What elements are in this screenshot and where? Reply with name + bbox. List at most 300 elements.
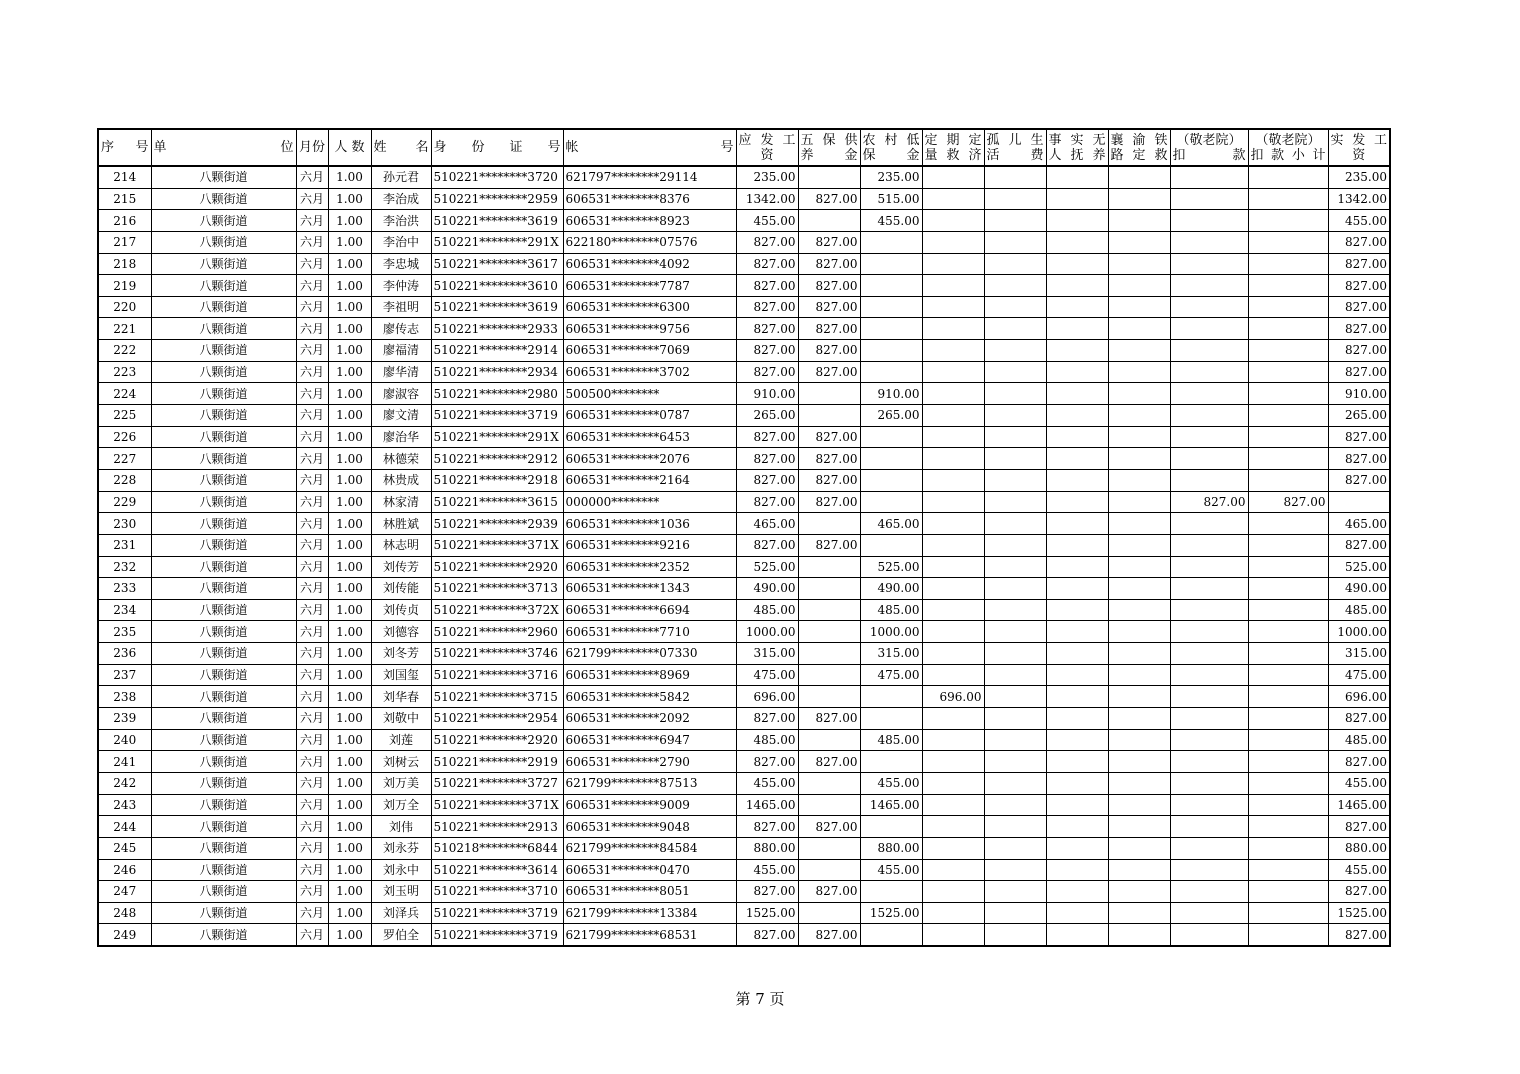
cell-actual: 827.00 — [1328, 340, 1390, 362]
cell-month: 六月 — [296, 188, 328, 210]
cell-jl2 — [1248, 210, 1328, 232]
cell-unit: 八颗街道 — [151, 361, 296, 383]
cell-name: 刘传芳 — [371, 556, 431, 578]
cell-seq: 222 — [98, 340, 151, 362]
cell-unit: 八颗街道 — [151, 210, 296, 232]
cell-actual: 525.00 — [1328, 556, 1390, 578]
cell-shishi — [1046, 751, 1108, 773]
cell-name: 罗伯全 — [371, 924, 431, 946]
cell-xy — [1108, 275, 1170, 297]
cell-actual: 827.00 — [1328, 361, 1390, 383]
cell-xy — [1108, 794, 1170, 816]
cell-count: 1.00 — [328, 924, 371, 946]
cell-month: 六月 — [296, 578, 328, 600]
cell-count: 1.00 — [328, 881, 371, 903]
cell-jl1 — [1170, 621, 1248, 643]
cell-jl2 — [1248, 772, 1328, 794]
cell-account: 606531********9216 — [563, 534, 736, 556]
table-row — [98, 621, 1390, 643]
header-row — [98, 129, 1390, 166]
cell-guer — [984, 902, 1046, 924]
cell-xy — [1108, 188, 1170, 210]
cell-dl — [922, 361, 984, 383]
cell-wubao: 827.00 — [798, 448, 860, 470]
cell-xy — [1108, 621, 1170, 643]
cell-xy — [1108, 340, 1170, 362]
cell-unit: 八颗街道 — [151, 166, 296, 188]
cell-count: 1.00 — [328, 318, 371, 340]
cell-pay: 827.00 — [736, 426, 798, 448]
cell-shishi — [1046, 166, 1108, 188]
cell-jl2 — [1248, 405, 1328, 427]
cell-xy — [1108, 513, 1170, 535]
cell-xy — [1108, 210, 1170, 232]
cell-actual: 827.00 — [1328, 469, 1390, 491]
cell-jl2 — [1248, 686, 1328, 708]
cell-guer — [984, 340, 1046, 362]
cell-account: 606531********6947 — [563, 729, 736, 751]
cell-name: 李治中 — [371, 231, 431, 253]
header-id: 身 份 证 号 — [431, 129, 563, 166]
table-row — [98, 405, 1390, 427]
cell-seq: 226 — [98, 426, 151, 448]
cell-seq: 217 — [98, 231, 151, 253]
cell-count: 1.00 — [328, 253, 371, 275]
table-row — [98, 296, 1390, 318]
cell-xy — [1108, 361, 1170, 383]
cell-dibao — [860, 318, 922, 340]
cell-name: 刘伟 — [371, 816, 431, 838]
cell-jl1 — [1170, 686, 1248, 708]
cell-wubao: 827.00 — [798, 708, 860, 730]
cell-jl1 — [1170, 318, 1248, 340]
cell-seq: 234 — [98, 599, 151, 621]
cell-unit: 八颗街道 — [151, 686, 296, 708]
cell-dibao: 475.00 — [860, 664, 922, 686]
cell-month: 六月 — [296, 729, 328, 751]
table-row — [98, 924, 1390, 946]
cell-guer — [984, 859, 1046, 881]
cell-actual: 827.00 — [1328, 231, 1390, 253]
cell-shishi — [1046, 643, 1108, 665]
cell-dibao: 1000.00 — [860, 621, 922, 643]
cell-count: 1.00 — [328, 513, 371, 535]
cell-xy — [1108, 686, 1170, 708]
cell-jl2 — [1248, 837, 1328, 859]
cell-id: 510221********3615 — [431, 491, 563, 513]
cell-jl2 — [1248, 924, 1328, 946]
cell-pay: 827.00 — [736, 296, 798, 318]
cell-dl — [922, 751, 984, 773]
cell-pay: 827.00 — [736, 231, 798, 253]
cell-count: 1.00 — [328, 729, 371, 751]
cell-month: 六月 — [296, 902, 328, 924]
cell-count: 1.00 — [328, 491, 371, 513]
cell-name: 孙元君 — [371, 166, 431, 188]
cell-jl2 — [1248, 340, 1328, 362]
cell-unit: 八颗街道 — [151, 556, 296, 578]
cell-jl1 — [1170, 599, 1248, 621]
cell-shishi — [1046, 210, 1108, 232]
cell-jl2 — [1248, 318, 1328, 340]
cell-pay: 827.00 — [736, 816, 798, 838]
cell-dibao — [860, 296, 922, 318]
cell-dibao — [860, 708, 922, 730]
cell-shishi — [1046, 794, 1108, 816]
cell-shishi — [1046, 729, 1108, 751]
cell-dibao — [860, 751, 922, 773]
cell-pay: 827.00 — [736, 340, 798, 362]
cell-unit: 八颗街道 — [151, 231, 296, 253]
cell-jl2 — [1248, 469, 1328, 491]
cell-wubao: 827.00 — [798, 426, 860, 448]
cell-seq: 220 — [98, 296, 151, 318]
cell-dibao — [860, 275, 922, 297]
cell-account: 606531********2076 — [563, 448, 736, 470]
cell-wubao — [798, 621, 860, 643]
cell-name: 林贵成 — [371, 469, 431, 491]
cell-dl — [922, 794, 984, 816]
cell-name: 刘敬中 — [371, 708, 431, 730]
cell-jl2 — [1248, 902, 1328, 924]
cell-name: 刘永芬 — [371, 837, 431, 859]
cell-jl2 — [1248, 253, 1328, 275]
cell-dl — [922, 448, 984, 470]
cell-dibao: 910.00 — [860, 383, 922, 405]
cell-count: 1.00 — [328, 383, 371, 405]
cell-xy — [1108, 902, 1170, 924]
cell-name: 刘莲 — [371, 729, 431, 751]
cell-name: 廖华清 — [371, 361, 431, 383]
header-xiangyu: 襄 渝 铁 路 定 救 — [1108, 129, 1170, 166]
cell-wubao: 827.00 — [798, 275, 860, 297]
cell-dibao: 235.00 — [860, 166, 922, 188]
cell-account: 621797********29114 — [563, 166, 736, 188]
cell-pay: 827.00 — [736, 881, 798, 903]
cell-seq: 235 — [98, 621, 151, 643]
cell-dl — [922, 513, 984, 535]
cell-shishi — [1046, 188, 1108, 210]
cell-unit: 八颗街道 — [151, 534, 296, 556]
cell-id: 510221********3614 — [431, 859, 563, 881]
cell-month: 六月 — [296, 275, 328, 297]
cell-wubao: 827.00 — [798, 881, 860, 903]
cell-pay: 696.00 — [736, 686, 798, 708]
cell-month: 六月 — [296, 448, 328, 470]
cell-jl2 — [1248, 794, 1328, 816]
cell-jl1 — [1170, 751, 1248, 773]
cell-unit: 八颗街道 — [151, 902, 296, 924]
cell-dibao — [860, 686, 922, 708]
cell-id: 510221********2918 — [431, 469, 563, 491]
cell-wubao — [798, 643, 860, 665]
cell-shishi — [1046, 686, 1108, 708]
cell-pay: 525.00 — [736, 556, 798, 578]
cell-account: 606531********9048 — [563, 816, 736, 838]
cell-jl1 — [1170, 729, 1248, 751]
table-row — [98, 751, 1390, 773]
cell-jl1 — [1170, 166, 1248, 188]
cell-jl1 — [1170, 210, 1248, 232]
page-number: 第 7 页 — [735, 990, 785, 1008]
cell-guer — [984, 210, 1046, 232]
cell-count: 1.00 — [328, 231, 371, 253]
cell-name: 李治洪 — [371, 210, 431, 232]
cell-dibao: 1525.00 — [860, 902, 922, 924]
cell-xy — [1108, 816, 1170, 838]
cell-jl1 — [1170, 296, 1248, 318]
cell-month: 六月 — [296, 924, 328, 946]
cell-count: 1.00 — [328, 275, 371, 297]
cell-dl — [922, 816, 984, 838]
cell-shishi — [1046, 708, 1108, 730]
cell-count: 1.00 — [328, 599, 371, 621]
cell-actual: 490.00 — [1328, 578, 1390, 600]
cell-unit: 八颗街道 — [151, 340, 296, 362]
cell-id: 510221********372X — [431, 599, 563, 621]
cell-jl1 — [1170, 816, 1248, 838]
cell-unit: 八颗街道 — [151, 275, 296, 297]
cell-dibao: 455.00 — [860, 859, 922, 881]
cell-id: 510221********3710 — [431, 881, 563, 903]
cell-dibao — [860, 881, 922, 903]
table-row — [98, 210, 1390, 232]
cell-jl1 — [1170, 426, 1248, 448]
cell-jl1 — [1170, 643, 1248, 665]
cell-account: 606531********5842 — [563, 686, 736, 708]
cell-xy — [1108, 383, 1170, 405]
cell-name: 刘玉明 — [371, 881, 431, 903]
cell-count: 1.00 — [328, 448, 371, 470]
cell-count: 1.00 — [328, 664, 371, 686]
cell-seq: 249 — [98, 924, 151, 946]
header-seq: 序 号 — [98, 129, 151, 166]
cell-month: 六月 — [296, 469, 328, 491]
table-row — [98, 426, 1390, 448]
cell-guer — [984, 816, 1046, 838]
cell-dibao: 265.00 — [860, 405, 922, 427]
cell-jl2 — [1248, 383, 1328, 405]
cell-guer — [984, 166, 1046, 188]
cell-dibao: 515.00 — [860, 188, 922, 210]
cell-seq: 248 — [98, 902, 151, 924]
cell-dl — [922, 599, 984, 621]
cell-id: 510221********2919 — [431, 751, 563, 773]
cell-shishi — [1046, 253, 1108, 275]
cell-wubao: 827.00 — [798, 253, 860, 275]
cell-dl — [922, 534, 984, 556]
cell-pay: 475.00 — [736, 664, 798, 686]
cell-dibao — [860, 340, 922, 362]
cell-actual: 1525.00 — [1328, 902, 1390, 924]
cell-pay: 910.00 — [736, 383, 798, 405]
cell-unit: 八颗街道 — [151, 859, 296, 881]
cell-pay: 1465.00 — [736, 794, 798, 816]
cell-actual: 1000.00 — [1328, 621, 1390, 643]
cell-unit: 八颗街道 — [151, 708, 296, 730]
cell-id: 510221********3619 — [431, 210, 563, 232]
cell-wubao: 827.00 — [798, 318, 860, 340]
cell-month: 六月 — [296, 794, 328, 816]
cell-dl — [922, 621, 984, 643]
cell-id: 510221********291X — [431, 426, 563, 448]
cell-name: 刘传贞 — [371, 599, 431, 621]
cell-shishi — [1046, 599, 1108, 621]
cell-wubao: 827.00 — [798, 361, 860, 383]
cell-name: 刘永中 — [371, 859, 431, 881]
cell-count: 1.00 — [328, 837, 371, 859]
cell-month: 六月 — [296, 318, 328, 340]
header-wubao: 五 保 供 养 金 — [798, 129, 860, 166]
table-body — [98, 166, 1390, 946]
cell-count: 1.00 — [328, 794, 371, 816]
cell-jl1 — [1170, 578, 1248, 600]
cell-shishi — [1046, 578, 1108, 600]
cell-actual: 827.00 — [1328, 253, 1390, 275]
cell-actual: 315.00 — [1328, 643, 1390, 665]
cell-actual: 827.00 — [1328, 881, 1390, 903]
cell-count: 1.00 — [328, 708, 371, 730]
cell-account: 500500******** — [563, 383, 736, 405]
cell-month: 六月 — [296, 837, 328, 859]
table-row — [98, 686, 1390, 708]
cell-pay: 827.00 — [736, 924, 798, 946]
cell-actual: 1342.00 — [1328, 188, 1390, 210]
cell-actual: 265.00 — [1328, 405, 1390, 427]
cell-xy — [1108, 924, 1170, 946]
cell-dl — [922, 772, 984, 794]
cell-wubao — [798, 578, 860, 600]
cell-dl — [922, 708, 984, 730]
cell-pay: 485.00 — [736, 599, 798, 621]
cell-dl — [922, 578, 984, 600]
cell-name: 李忠城 — [371, 253, 431, 275]
cell-account: 621799********13384 — [563, 902, 736, 924]
cell-shishi — [1046, 513, 1108, 535]
cell-actual: 880.00 — [1328, 837, 1390, 859]
cell-account: 606531********7710 — [563, 621, 736, 643]
cell-account: 622180********07576 — [563, 231, 736, 253]
cell-actual: 696.00 — [1328, 686, 1390, 708]
cell-actual: 485.00 — [1328, 729, 1390, 751]
table-row — [98, 318, 1390, 340]
cell-xy — [1108, 729, 1170, 751]
cell-account: 606531********3702 — [563, 361, 736, 383]
table-row — [98, 491, 1390, 513]
cell-wubao — [798, 405, 860, 427]
table-row — [98, 902, 1390, 924]
cell-name: 廖文清 — [371, 405, 431, 427]
cell-month: 六月 — [296, 361, 328, 383]
cell-month: 六月 — [296, 816, 328, 838]
cell-seq: 232 — [98, 556, 151, 578]
cell-name: 刘树云 — [371, 751, 431, 773]
payroll-table — [97, 128, 1391, 947]
cell-dibao: 525.00 — [860, 556, 922, 578]
cell-dl — [922, 188, 984, 210]
cell-unit: 八颗街道 — [151, 405, 296, 427]
cell-guer — [984, 924, 1046, 946]
cell-xy — [1108, 751, 1170, 773]
cell-jl2 — [1248, 751, 1328, 773]
cell-wubao — [798, 166, 860, 188]
cell-unit: 八颗街道 — [151, 296, 296, 318]
cell-month: 六月 — [296, 383, 328, 405]
cell-count: 1.00 — [328, 902, 371, 924]
cell-seq: 224 — [98, 383, 151, 405]
cell-xy — [1108, 772, 1170, 794]
cell-xy — [1108, 426, 1170, 448]
cell-month: 六月 — [296, 708, 328, 730]
cell-guer — [984, 556, 1046, 578]
table-row — [98, 448, 1390, 470]
cell-xy — [1108, 469, 1170, 491]
cell-count: 1.00 — [328, 859, 371, 881]
cell-dibao: 490.00 — [860, 578, 922, 600]
table-row — [98, 469, 1390, 491]
cell-count: 1.00 — [328, 556, 371, 578]
cell-seq: 244 — [98, 816, 151, 838]
cell-seq: 239 — [98, 708, 151, 730]
cell-guer — [984, 188, 1046, 210]
cell-wubao — [798, 686, 860, 708]
cell-guer — [984, 383, 1046, 405]
cell-xy — [1108, 318, 1170, 340]
cell-shishi — [1046, 383, 1108, 405]
header-unit: 单 位 — [151, 129, 296, 166]
cell-id: 510221********2920 — [431, 556, 563, 578]
cell-id: 510221********2913 — [431, 816, 563, 838]
cell-actual: 827.00 — [1328, 275, 1390, 297]
cell-seq: 242 — [98, 772, 151, 794]
cell-shishi — [1046, 491, 1108, 513]
cell-dl — [922, 318, 984, 340]
cell-guer — [984, 534, 1046, 556]
table-row — [98, 837, 1390, 859]
table-row — [98, 859, 1390, 881]
cell-guer — [984, 794, 1046, 816]
cell-wubao: 827.00 — [798, 469, 860, 491]
cell-count: 1.00 — [328, 772, 371, 794]
cell-shishi — [1046, 881, 1108, 903]
cell-jl1 — [1170, 253, 1248, 275]
cell-jl2 — [1248, 448, 1328, 470]
cell-name: 廖福清 — [371, 340, 431, 362]
cell-wubao: 827.00 — [798, 924, 860, 946]
cell-id: 510221********2933 — [431, 318, 563, 340]
cell-name: 林志明 — [371, 534, 431, 556]
cell-dl — [922, 405, 984, 427]
cell-unit: 八颗街道 — [151, 599, 296, 621]
cell-month: 六月 — [296, 772, 328, 794]
cell-wubao — [798, 902, 860, 924]
cell-seq: 227 — [98, 448, 151, 470]
cell-seq: 245 — [98, 837, 151, 859]
cell-guer — [984, 318, 1046, 340]
cell-xy — [1108, 231, 1170, 253]
table-row — [98, 231, 1390, 253]
cell-wubao — [798, 859, 860, 881]
cell-actual: 1465.00 — [1328, 794, 1390, 816]
cell-seq: 230 — [98, 513, 151, 535]
table-row — [98, 340, 1390, 362]
cell-jl2 — [1248, 816, 1328, 838]
table-row — [98, 664, 1390, 686]
cell-id: 510221********3727 — [431, 772, 563, 794]
cell-actual: 827.00 — [1328, 318, 1390, 340]
cell-account: 606531********8969 — [563, 664, 736, 686]
cell-shishi — [1046, 621, 1108, 643]
